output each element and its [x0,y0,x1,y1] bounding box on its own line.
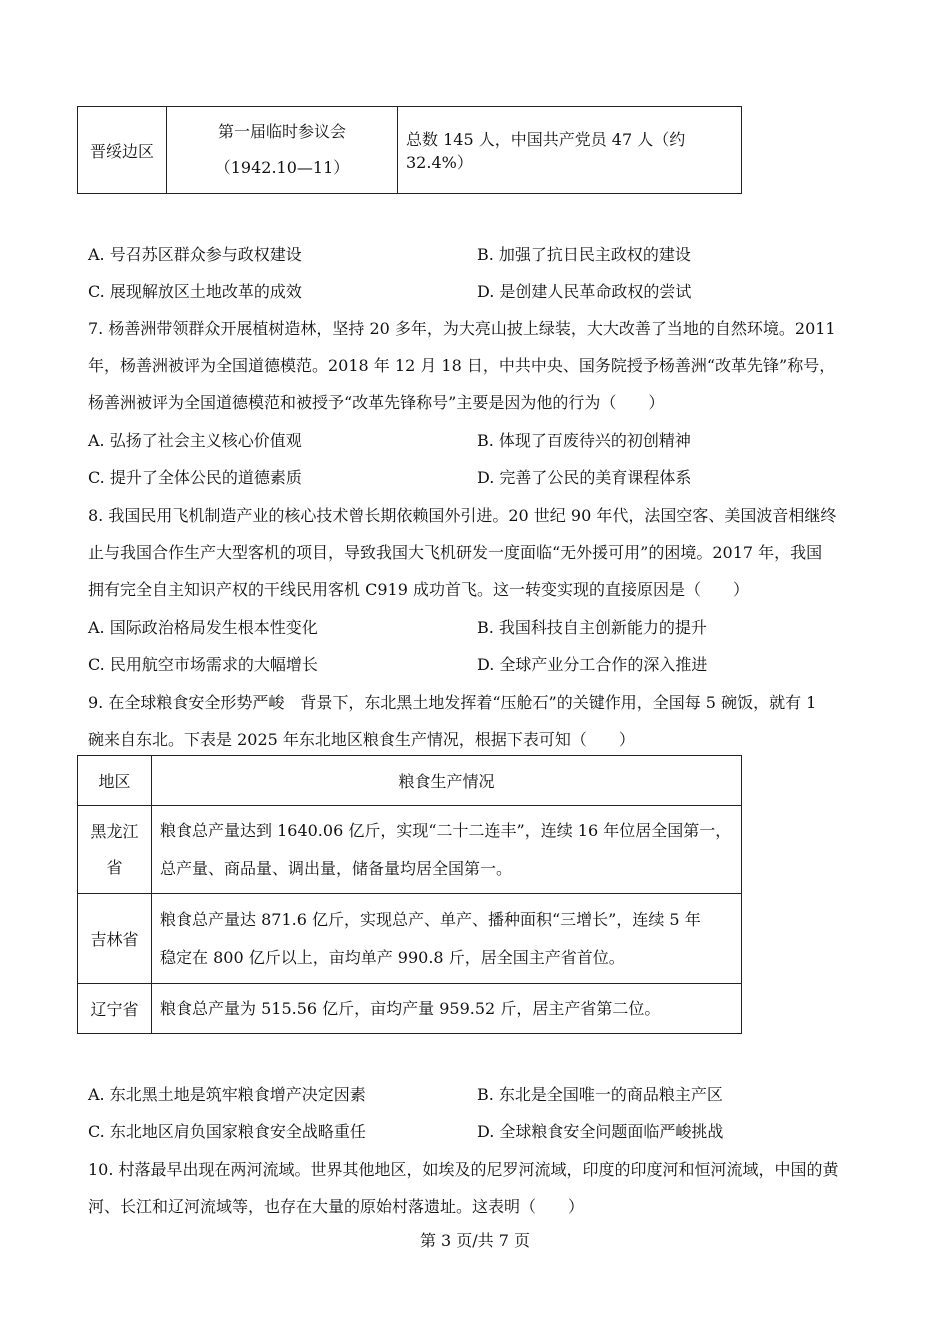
row-info-line2: 稳定在 800 亿斤以上，亩均单产 990.8 斤，居全国主产省首位。 [160,947,625,967]
header-info: 粮食生产情况 [152,756,742,806]
row-region-line2: 省 [106,857,123,877]
q6-option-b[interactable]: B. 加强了抗日民主政权的建设 [477,245,691,264]
region-cell [78,107,167,194]
q9-option-d[interactable]: D. 全球粮食安全问题面临严峻挑战 [477,1122,724,1141]
row-region [78,806,152,894]
q9-option-c[interactable]: C. 东北地区肩负国家粮食安全战略重任 [88,1122,366,1141]
q8-option-c[interactable]: C. 民用航空市场需求的大幅增长 [88,655,318,674]
q10-stem-line2: 河、长江和辽河流域等，也存在大量的原始村落遗址。这表明（ ） [88,1197,585,1216]
row-region [78,894,152,984]
q9-stem-line2: 碗来自东北。下表是 2025 年东北地区粮食生产情况，根据下表可知（ ） [88,730,635,749]
q8-option-d[interactable]: D. 全球产业分工合作的深入推进 [477,655,708,674]
row-region-line1: 黑龙江 [90,821,139,841]
meeting-date: （1942.10—11） [214,158,350,177]
composition-cell [398,107,742,194]
q8-stem-line2: 止与我国合作生产大型客机的项目，导致我国大飞机研发一度面临“无外援可用”的困境。2017 年，我国 [88,543,823,562]
row-info-line1: 粮食总产量达到 1640.06 亿斤，实现“二十二连丰”，连续 16 年位居全国第一， [160,820,732,840]
q7-option-c[interactable]: C. 提升了全体公民的道德素质 [88,468,302,487]
q8-option-b[interactable]: B. 我国科技自主创新能力的提升 [477,618,707,637]
meeting-cell [167,107,398,194]
q9-option-a[interactable]: A. 东北黑土地是筑牢粮食增产决定因素 [88,1085,366,1104]
row-region-line1: 辽宁省 [90,1000,139,1019]
row-info [152,894,742,984]
q8-stem-line1: 8. 我国民用飞机制造产业的核心技术曾长期依赖国外引进。20 世纪 90 年代，法国空客、美国波音相继终 [88,506,837,525]
row-region [78,984,152,1034]
q9-stem-line1: 9. 在全球粮食安全形势严峻 背景下，东北黑土地发挥着“压舱石”的关键作用，全国每 5 碗饭，就有 1 [88,693,817,712]
row-region-line1: 吉林省 [90,930,139,949]
row-info [152,984,742,1034]
page-number: 第 3 页/共 7 页 [419,1231,531,1250]
q8-stem-line3: 拥有完全自主知识产权的干线民用客机 C919 成功首飞。这一转变实现的直接原因是（ ） [88,580,749,599]
meeting-name: 第一届临时参议会 [217,122,346,141]
q9-option-b[interactable]: B. 东北是全国唯一的商品粮主产区 [477,1085,723,1104]
q7-stem-line3: 杨善洲被评为全国道德模范和被授予“改革先锋称号”主要是因为他的行为（ ） [88,393,665,412]
q6-option-c[interactable]: C. 展现解放区土地改革的成效 [88,282,302,301]
row-info [152,806,742,894]
table-row [78,984,742,1034]
q7-option-a[interactable]: A. 弘扬了社会主义核心价值观 [88,431,302,450]
council-table [77,106,742,194]
q8-option-a[interactable]: A. 国际政治格局发生根本性变化 [88,618,318,637]
q7-stem-line1: 7. 杨善洲带领群众开展植树造林，坚持 20 多年，为大亮山披上绿装，大大改善了当地的自然环境。2011 [88,319,836,338]
row-info-line2: 总产量、商品量、调出量，储备量均居全国第一。 [160,858,513,878]
composition-text: 总数 145 人，中国共产党员 47 人（约 32.4%） [406,130,686,172]
q10-stem-line1: 10. 村落最早出现在两河流域。世界其他地区，如埃及的尼罗河流域，印度的印度河和恒河流域，中国的黄 [88,1160,839,1179]
header-region: 地区 [78,756,152,806]
table-row [78,894,742,984]
q7-option-d[interactable]: D. 完善了公民的美育课程体系 [477,468,692,487]
q7-stem-line2: 年，杨善洲被评为全国道德模范。2018 年 12 月 18 日，中共中央、国务院授予杨善洲“改革先锋”称号， [88,356,836,375]
q6-option-a[interactable]: A. 号召苏区群众参与政权建设 [88,245,302,264]
row-info-line1: 粮食总产量达 871.6 亿斤，实现总产、单产、播种面积“三增长”，连续 5 年 [160,909,701,929]
region-text: 晋绥边区 [89,141,154,161]
q7-option-b[interactable]: B. 体现了百废待兴的初创精神 [477,431,691,450]
q6-option-d[interactable]: D. 是创建人民革命政权的尝试 [477,282,692,301]
table-row [78,806,742,894]
grain-table [77,755,742,1034]
row-info-line1: 粮食总产量为 515.56 亿斤，亩均产量 959.52 斤，居主产省第二位。 [160,998,661,1018]
